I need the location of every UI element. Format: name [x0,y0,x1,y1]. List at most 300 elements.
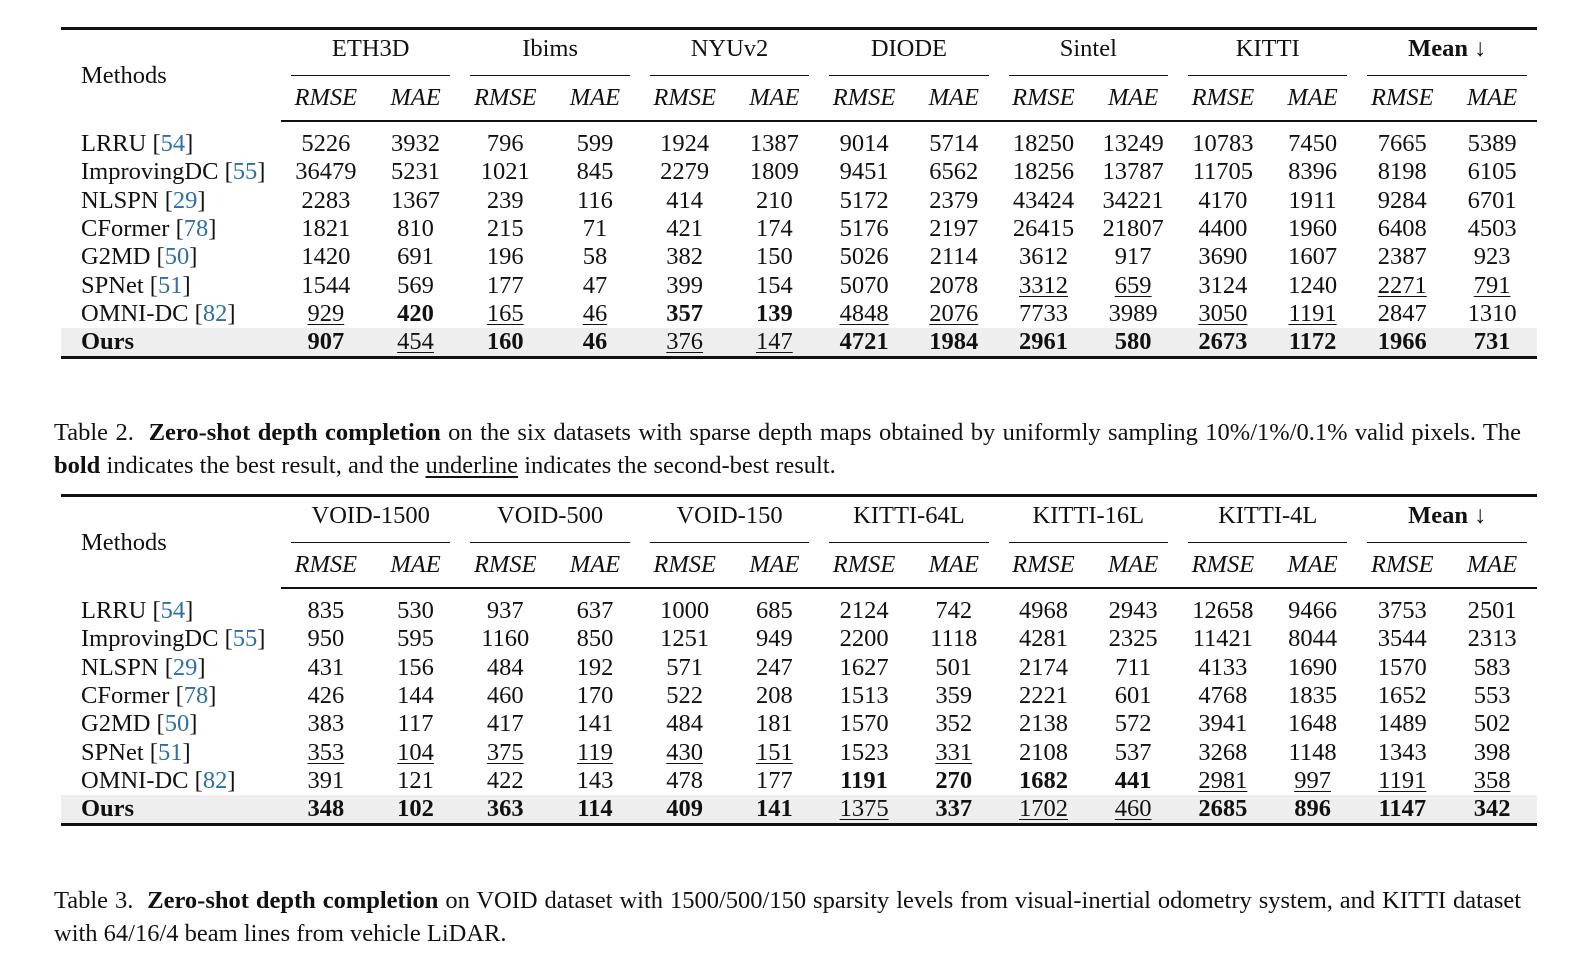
value-cell [1088,625,1178,653]
value-cell [1357,588,1447,625]
value-cell [281,243,371,271]
value-cell [1447,767,1537,795]
value-text: 2961 [1018,328,1068,356]
value-text: 1147 [1378,795,1427,823]
value-text: 845 [576,158,614,186]
value-text: 791 [1473,271,1511,299]
citation-link[interactable]: 55 [232,625,258,653]
value-cell [1178,588,1268,625]
value-cell [1088,767,1178,795]
value-cell [281,328,371,358]
value-cell [460,271,550,299]
group-header: NYUv2 [640,29,819,77]
value-cell [281,654,371,682]
value-cell [1447,328,1537,358]
value-cell [640,625,730,653]
value-cell [1088,738,1178,766]
value-cell [1357,682,1447,710]
method-cell: NLSPN [29] [81,186,206,214]
value-cell [1268,710,1358,738]
metric-header: MAE [730,76,820,121]
value-cell [640,328,730,358]
value-cell [730,328,820,358]
value-text: 5389 [1467,130,1517,158]
citation-link[interactable]: 50 [164,710,190,738]
value-cell [1447,187,1537,215]
value-cell [1268,271,1358,299]
value-text: 2078 [929,271,979,299]
value-cell [1178,682,1268,710]
value-text: 2076 [929,299,979,327]
citation-link[interactable]: 54 [160,129,186,157]
value-text: 177 [755,766,793,794]
value-cell [999,271,1089,299]
value-cell [1178,767,1268,795]
value-cell [550,121,640,158]
value-text: 850 [576,625,614,653]
value-cell [460,767,550,795]
value-cell [1447,588,1537,625]
method-name: CFormer [81,682,170,710]
value-text: 391 [307,766,345,794]
value-text: 522 [666,682,704,710]
citation-link[interactable]: 51 [157,738,183,766]
value-cell [281,158,371,186]
value-text: 1648 [1288,710,1338,738]
citation-link[interactable]: 54 [160,596,186,624]
value-cell [550,158,640,186]
value-text: 398 [1473,738,1511,766]
value-text: 8396 [1288,158,1338,186]
metric-header: MAE [1268,76,1358,121]
value-text: 7733 [1018,299,1068,327]
value-cell [819,654,909,682]
value-text: 6562 [929,158,979,186]
value-text: 502 [1473,710,1511,738]
table-2-caption [54,416,1521,482]
value-text: 8044 [1288,625,1338,653]
table-row [61,271,1537,299]
value-cell [999,243,1089,271]
value-text: 1911 [1288,186,1337,214]
value-text: 3941 [1198,710,1248,738]
value-text: 431 [307,653,345,681]
method-cell: ImprovingDC [55] [81,158,266,186]
value-text: 409 [666,795,704,823]
table-body [61,121,1537,358]
value-text: 659 [1114,271,1152,299]
method-cell: ImprovingDC [55] [81,625,266,653]
value-cell [1447,625,1537,653]
value-cell [1447,682,1537,710]
value-text: 18256 [1012,158,1075,186]
value-text: 2685 [1198,795,1248,823]
value-cell [1178,710,1268,738]
value-text: 1570 [1377,653,1427,681]
metric-header: MAE [730,543,820,588]
value-cell [640,158,730,186]
value-cell [371,795,461,825]
value-text: 150 [755,243,793,271]
value-cell [999,738,1089,766]
value-cell [281,121,371,158]
value-cell [371,328,461,358]
value-text: 3612 [1018,243,1068,271]
value-text: 1251 [660,625,710,653]
value-text: 414 [666,186,704,214]
value-text: 5026 [839,243,889,271]
value-cell [460,738,550,766]
method-cell: CFormer [78] [81,215,217,243]
value-cell [460,300,550,328]
value-text: 937 [486,597,524,625]
value-cell [1268,243,1358,271]
value-cell [281,271,371,299]
method-cell [61,795,281,825]
value-text: 34221 [1102,186,1164,214]
value-cell [909,158,999,186]
value-cell [1447,271,1537,299]
value-cell [640,215,730,243]
method-cell: LRRU [54] [81,596,194,624]
value-text: 8198 [1377,158,1427,186]
value-text: 2108 [1018,738,1068,766]
value-text: 835 [307,597,345,625]
value-cell [1088,121,1178,158]
value-text: 11705 [1192,158,1254,186]
table-row [61,300,1537,328]
value-cell [640,795,730,825]
value-cell [460,243,550,271]
value-text: 141 [576,710,614,738]
value-cell [640,300,730,328]
value-text: 2271 [1377,271,1427,299]
value-text: 3312 [1018,271,1068,299]
value-text: 156 [397,653,434,681]
value-cell [1268,300,1358,328]
method-name: Ours [81,795,135,823]
value-text: 9014 [839,130,889,158]
table-3-caption [54,884,1521,950]
value-cell [1357,625,1447,653]
citation-link[interactable]: 82 [202,299,228,327]
metric-header: RMSE [640,76,730,121]
value-cell [1178,187,1268,215]
results-table-2 [61,27,1537,359]
value-cell [640,710,730,738]
value-text: 210 [755,186,793,214]
group-header: KITTI [1178,29,1357,77]
value-cell [640,767,730,795]
value-text: 420 [397,299,434,327]
citation-link[interactable]: 50 [164,243,190,271]
value-cell [730,654,820,682]
value-cell [999,158,1089,186]
citation-link[interactable]: 78 [183,682,209,710]
value-text: 1570 [839,710,889,738]
value-text: 1191 [840,766,888,794]
value-text: 43424 [1012,186,1075,214]
citation-link[interactable]: 78 [183,215,209,243]
citation-link[interactable]: 82 [202,766,228,794]
table-row [61,767,1537,795]
value-cell [1178,795,1268,825]
value-text: 5070 [839,271,889,299]
value-cell [1447,738,1537,766]
value-text: 637 [576,597,614,625]
value-cell [730,215,820,243]
value-cell [730,271,820,299]
table-row [61,710,1537,738]
value-cell [1088,215,1178,243]
value-cell [1357,158,1447,186]
value-cell [819,158,909,186]
value-cell [819,738,909,766]
caption-label: Table 3. [54,886,134,914]
value-cell [819,121,909,158]
method-name: Ours [81,328,135,356]
metric-header: MAE [1447,543,1537,588]
value-cell [460,588,550,625]
value-cell [1447,121,1537,158]
value-cell [909,271,999,299]
value-cell [1088,300,1178,328]
value-cell [371,300,461,328]
group-header: KITTI-4L [1178,496,1357,544]
value-cell [550,243,640,271]
value-cell [1268,158,1358,186]
value-text: 599 [576,130,614,158]
value-cell [909,243,999,271]
value-cell [819,215,909,243]
value-text: 4281 [1018,625,1068,653]
value-cell [909,328,999,358]
value-cell [1357,795,1447,825]
value-text: 4503 [1467,215,1517,243]
value-cell [371,271,461,299]
table-body [61,588,1537,825]
metric-header: RMSE [281,543,371,588]
value-text: 2387 [1377,243,1427,271]
value-cell [730,243,820,271]
value-text: 1809 [749,158,799,186]
value-text: 4968 [1018,597,1068,625]
value-text: 997 [1294,766,1331,794]
method-name: OMNI-DC [81,766,189,794]
value-text: 119 [577,738,613,766]
value-text: 2283 [301,186,351,214]
value-cell [1178,738,1268,766]
value-text: 3753 [1377,597,1427,625]
value-text: 2221 [1018,682,1068,710]
value-cell [819,243,909,271]
method-cell: G2MD [50] [81,243,198,271]
value-cell [1447,243,1537,271]
value-text: 376 [666,328,704,356]
value-cell [999,767,1089,795]
value-text: 382 [666,243,704,271]
value-cell [1268,767,1358,795]
citation-link[interactable]: 29 [172,186,198,214]
value-cell [460,328,550,358]
value-cell [460,710,550,738]
value-cell [909,654,999,682]
value-text: 9451 [839,158,889,186]
value-text: 144 [397,682,434,710]
value-text: 6408 [1377,215,1427,243]
caption-bold-phrase: Zero-shot depth completion [148,418,441,446]
value-cell [1268,738,1358,766]
value-cell [371,121,461,158]
value-text: 4848 [839,299,889,327]
value-text: 114 [577,795,613,823]
value-text: 358 [1473,766,1511,794]
value-text: 685 [755,597,793,625]
value-cell [550,588,640,625]
value-cell [999,795,1089,825]
value-text: 121 [397,766,434,794]
value-text: 426 [307,682,345,710]
value-text: 1420 [301,243,351,271]
group-header: DIODE [819,29,998,77]
value-cell [371,243,461,271]
value-text: 2313 [1467,625,1517,653]
value-cell [640,121,730,158]
value-cell [1447,710,1537,738]
value-cell [550,625,640,653]
value-cell [371,767,461,795]
table-row [61,187,1537,215]
value-cell [460,654,550,682]
value-cell [1268,121,1358,158]
value-text: 353 [307,738,345,766]
method-cell: G2MD [50] [81,710,198,738]
value-cell [999,215,1089,243]
value-text: 1652 [1377,682,1427,710]
citation-link[interactable]: 51 [157,271,183,299]
value-cell [730,158,820,186]
results-table-3 [61,494,1537,826]
method-cell: LRRU [54] [81,129,194,157]
caption-underline-word: underline [425,451,519,479]
group-header: ETH3D [281,29,460,77]
metric-header: RMSE [999,543,1089,588]
value-cell [1178,158,1268,186]
value-text: 160 [486,328,524,356]
value-text: 2138 [1018,710,1068,738]
value-text: 569 [397,271,434,299]
method-cell: CFormer [78] [81,682,217,710]
method-name: G2MD [81,243,151,271]
value-text: 2673 [1198,328,1248,356]
method-cell: OMNI-DC [82] [81,299,236,327]
value-cell [460,795,550,825]
value-text: 331 [935,738,973,766]
method-cell: SPNet [51] [81,271,191,299]
value-cell [1357,121,1447,158]
value-text: 571 [666,653,704,681]
value-text: 2279 [660,158,710,186]
value-cell [1268,795,1358,825]
value-text: 1172 [1288,328,1337,356]
table-row [61,215,1537,243]
value-cell [1088,654,1178,682]
value-cell [1268,654,1358,682]
caption-bold-phrase: Zero-shot depth completion [147,886,439,914]
value-cell [460,625,550,653]
value-cell [1447,654,1537,682]
value-text: 430 [666,738,704,766]
value-cell [550,710,640,738]
method-name: CFormer [81,215,170,243]
value-cell [819,795,909,825]
value-text: 5172 [839,186,889,214]
value-cell [819,588,909,625]
value-text: 174 [755,215,793,243]
method-name: G2MD [81,710,151,738]
value-text: 1702 [1018,795,1068,823]
metric-header: RMSE [640,543,730,588]
table-row [61,588,1537,625]
value-cell [371,215,461,243]
value-text: 1690 [1288,653,1338,681]
value-text: 601 [1114,682,1152,710]
value-cell [730,187,820,215]
table-row [61,121,1537,158]
value-text: 10783 [1192,130,1254,158]
value-text: 810 [397,215,434,243]
method-name: OMNI-DC [81,299,189,327]
value-cell [640,738,730,766]
group-header: VOID-500 [460,496,639,544]
value-text: 342 [1473,795,1511,823]
value-text: 13787 [1102,158,1164,186]
value-text: 215 [486,215,524,243]
group-header: Ibims [460,29,639,77]
value-text: 711 [1115,653,1152,681]
metric-header: MAE [550,76,640,121]
table-2 [61,27,1537,359]
value-cell [460,121,550,158]
citation-link[interactable]: 55 [232,158,258,186]
value-cell [819,271,909,299]
value-text: 1960 [1288,215,1338,243]
value-cell [1088,271,1178,299]
value-cell [281,795,371,825]
value-text: 177 [486,271,524,299]
value-text: 363 [486,795,524,823]
table-row [61,243,1537,271]
table-row [61,738,1537,766]
value-text: 3544 [1377,625,1427,653]
metric-header: MAE [1268,543,1358,588]
value-text: 1240 [1288,271,1338,299]
value-text: 357 [666,299,704,327]
caption-label: Table 2. [54,418,134,446]
value-cell [909,215,999,243]
value-text: 143 [576,766,614,794]
group-header: VOID-1500 [281,496,460,544]
value-text: 337 [935,795,973,823]
value-cell [1447,795,1537,825]
value-cell [909,121,999,158]
value-cell [909,625,999,653]
value-cell [550,328,640,358]
citation-link[interactable]: 29 [172,653,198,681]
value-cell [909,187,999,215]
value-text: 383 [307,710,345,738]
value-cell [371,710,461,738]
